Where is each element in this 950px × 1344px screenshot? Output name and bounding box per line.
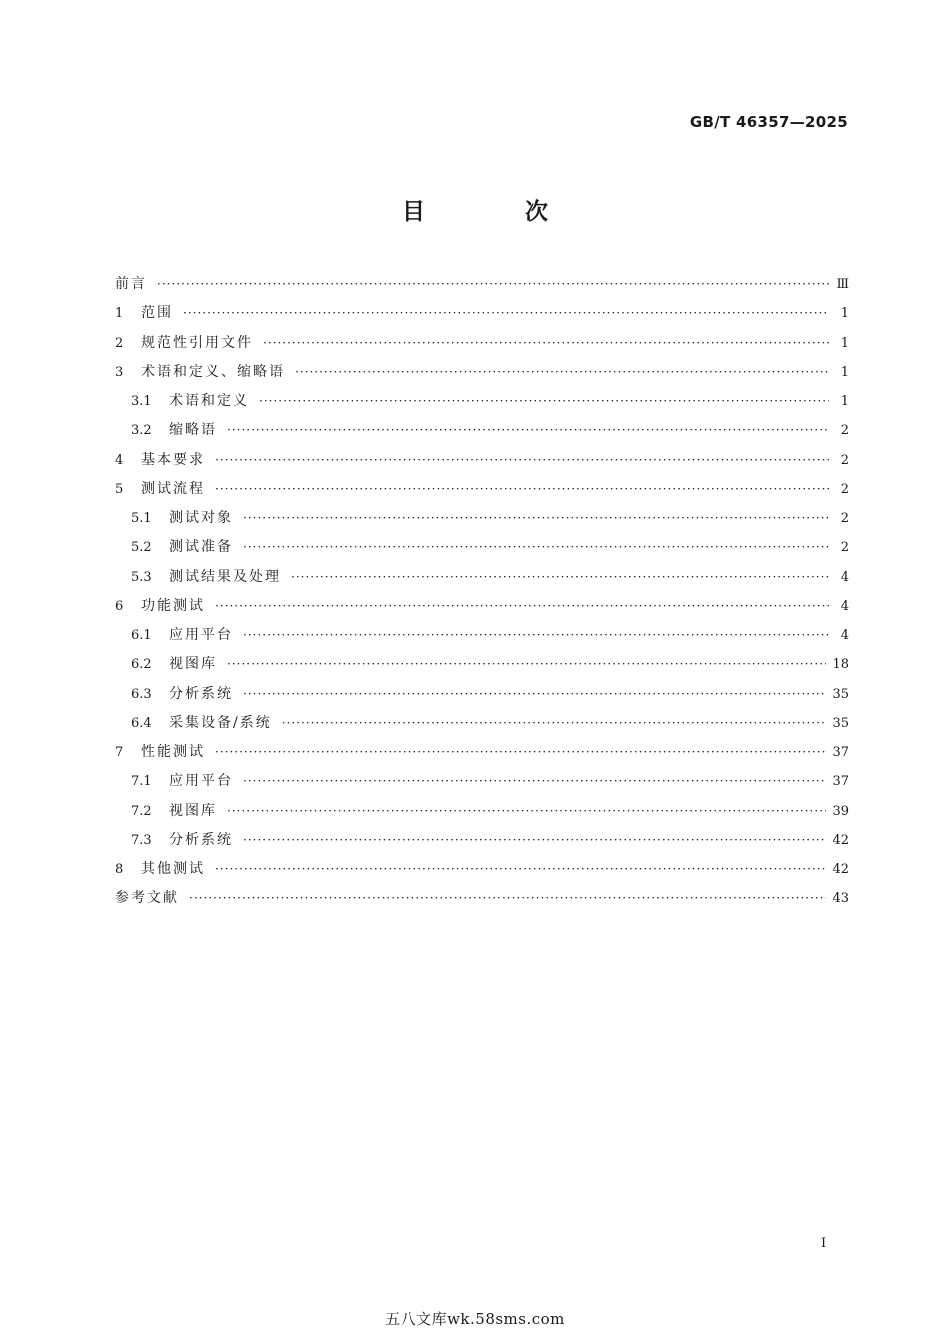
toc-entry-page: 4 — [840, 598, 849, 614]
toc-entry[interactable] — [115, 504, 849, 533]
toc-leader-dots — [243, 826, 826, 855]
toc-leader-dots — [243, 533, 829, 562]
toc-entry-number: 6.1 — [131, 628, 152, 643]
toc-entry[interactable] — [115, 650, 849, 679]
toc-entry[interactable] — [115, 533, 849, 562]
toc-leader-dots — [215, 738, 826, 767]
page-number: I — [821, 1236, 827, 1251]
toc-entry-page: 4 — [840, 569, 849, 585]
toc-entry-label: 采集设备/系统 — [169, 714, 272, 731]
toc-entry[interactable] — [115, 446, 849, 475]
toc-entry-page: 35 — [832, 686, 849, 702]
toc-entry-page: 35 — [832, 715, 849, 731]
toc-entry-page: 1 — [840, 306, 849, 322]
toc-entry[interactable] — [115, 387, 849, 416]
toc-leader-dots — [183, 299, 829, 328]
toc-entry-page: 1 — [840, 364, 849, 380]
toc-leader-dots — [215, 592, 829, 621]
toc-entry-page: 2 — [840, 540, 849, 556]
toc-entry[interactable] — [115, 329, 849, 358]
toc-entry-label: 测试流程 — [141, 480, 205, 497]
toc-leader-dots — [295, 358, 829, 387]
toc-entry-page: 43 — [832, 891, 849, 907]
toc-entry-number: 1 — [115, 306, 124, 322]
toc-entry[interactable] — [115, 709, 849, 738]
toc-entry[interactable] — [115, 592, 849, 621]
watermark: 五八文库wk.58sms.com — [385, 1310, 565, 1328]
toc-entry-number: 6.2 — [131, 657, 152, 673]
toc-entry-label: 术语和定义 — [169, 393, 249, 409]
toc-entry-number: 8 — [115, 862, 124, 877]
standard-code: GB/T 46357—2025 — [689, 113, 848, 131]
toc-entry[interactable] — [115, 855, 849, 884]
toc-entry-number: 7.2 — [131, 803, 152, 819]
toc-leader-dots — [282, 709, 827, 738]
toc-entry-label: 视图库 — [169, 656, 217, 673]
toc-leader-dots — [227, 797, 826, 826]
toc-entry[interactable] — [115, 299, 849, 328]
toc-entry[interactable] — [115, 767, 849, 796]
toc-leader-dots — [227, 650, 826, 679]
toc-entry-page: 37 — [832, 774, 849, 790]
toc-entry-label: 其他测试 — [141, 861, 205, 877]
toc-leader-dots — [243, 767, 826, 796]
toc-entry-label: 性能测试 — [141, 744, 205, 760]
toc-entry[interactable] — [115, 358, 849, 387]
toc-entry-label: 测试结果及处理 — [169, 568, 281, 585]
toc-entry-label: 缩略语 — [169, 422, 217, 439]
toc-entry[interactable] — [115, 270, 849, 299]
toc-entry-page: 42 — [832, 832, 849, 848]
toc-entry[interactable] — [115, 563, 849, 592]
toc-entry-page: 4 — [840, 628, 849, 643]
toc-entry-label: 测试准备 — [169, 539, 233, 556]
toc-entry-page: 39 — [832, 803, 849, 819]
page-title: 目 次 — [401, 199, 594, 225]
toc-leader-dots — [227, 416, 829, 445]
toc-entry-page: 42 — [832, 862, 849, 877]
toc-entry[interactable] — [115, 797, 849, 826]
toc-entry[interactable] — [115, 884, 849, 913]
toc-entry-page: 1 — [840, 335, 849, 351]
toc-entry-number: 3.1 — [131, 394, 152, 409]
toc-entry-number: 5.1 — [131, 511, 152, 526]
toc-leader-dots — [215, 446, 829, 475]
toc-entry-label: 规范性引用文件 — [141, 334, 253, 351]
toc-entry-label: 前言 — [115, 276, 147, 292]
toc-entry-page: 2 — [840, 511, 849, 526]
toc-entry-label: 术语和定义、缩略语 — [141, 363, 285, 380]
toc-entry-number: 7.1 — [131, 774, 152, 790]
toc-entry-page: 18 — [832, 657, 849, 673]
toc-entry-label: 视图库 — [169, 802, 217, 819]
toc-entry-label: 功能测试 — [141, 597, 205, 614]
toc-entry-page: 2 — [840, 452, 849, 468]
toc-entry[interactable] — [115, 621, 849, 650]
toc-entry-page: Ⅲ — [836, 277, 849, 292]
toc-leader-dots — [215, 475, 829, 504]
toc-entry-page: 1 — [840, 394, 849, 409]
toc-leader-dots — [215, 855, 826, 884]
toc-leader-dots — [259, 387, 829, 416]
toc-entry-number: 4 — [115, 452, 124, 468]
toc-entry[interactable] — [115, 826, 849, 855]
toc-entry-page: 37 — [832, 745, 849, 760]
toc-entry-number: 6 — [115, 598, 124, 614]
toc-leader-dots — [157, 270, 829, 299]
toc-entry-number: 6.4 — [131, 715, 152, 731]
toc-entry-label: 应用平台 — [169, 773, 233, 790]
toc-entry-label: 测试对象 — [169, 510, 233, 526]
toc-entry[interactable] — [115, 475, 849, 504]
toc-entry-number: 5 — [115, 481, 124, 497]
toc-leader-dots — [243, 504, 829, 533]
toc-entry-number: 3 — [115, 364, 124, 380]
toc-leader-dots — [243, 621, 829, 650]
toc-entry-number: 5.2 — [131, 540, 152, 556]
toc-entry-number: 6.3 — [131, 686, 152, 702]
toc-entry-label: 分析系统 — [169, 685, 233, 702]
toc-leader-dots — [291, 563, 829, 592]
toc-entry-label: 基本要求 — [141, 451, 205, 468]
toc-entry-label: 分析系统 — [169, 831, 233, 848]
toc-leader-dots — [243, 680, 826, 709]
toc-leader-dots — [189, 884, 826, 913]
table-of-contents — [115, 270, 849, 914]
toc-entry-page: 2 — [840, 423, 849, 439]
toc-entry-page: 2 — [840, 481, 849, 497]
toc-entry-number: 5.3 — [131, 569, 152, 585]
toc-entry-number: 7 — [115, 745, 124, 760]
toc-entry-number: 3.2 — [131, 423, 152, 439]
toc-entry-label: 范围 — [141, 305, 173, 322]
toc-entry-number: 7.3 — [131, 832, 152, 848]
toc-entry[interactable] — [115, 416, 849, 445]
toc-leader-dots — [263, 329, 829, 358]
toc-entry-label: 应用平台 — [169, 627, 233, 643]
toc-entry[interactable] — [115, 680, 849, 709]
toc-entry[interactable] — [115, 738, 849, 767]
toc-entry-label: 参考文献 — [115, 890, 179, 907]
toc-entry-number: 2 — [115, 335, 124, 351]
